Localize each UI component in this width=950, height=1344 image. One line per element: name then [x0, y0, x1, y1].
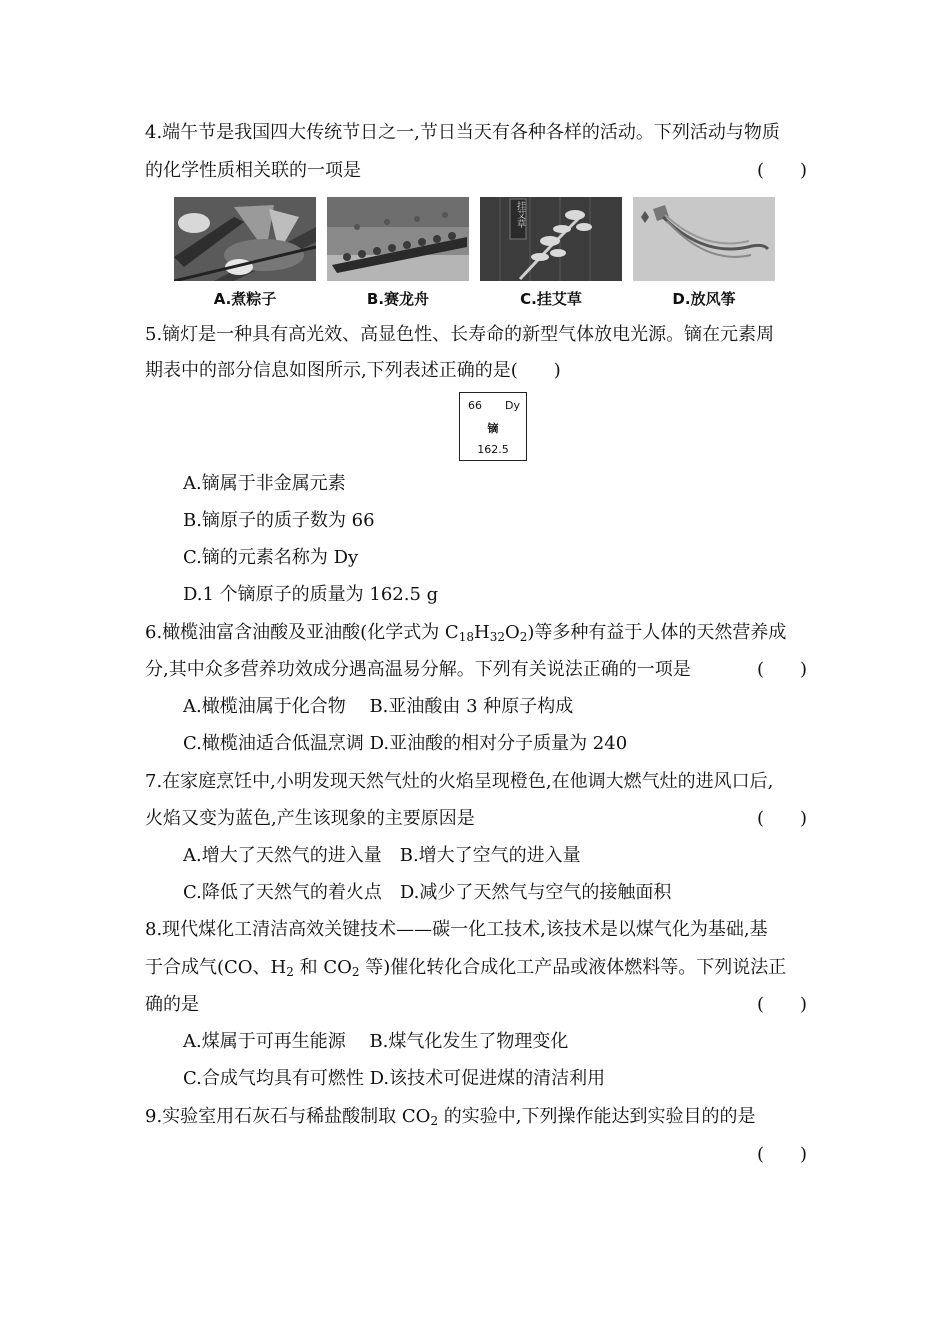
element-name: 镝: [487, 422, 499, 435]
q5-option-d: D.1 个镝原子的质量为 162.5 g: [183, 584, 439, 605]
atomic-mass: 162.5: [477, 443, 509, 456]
q4-answer-blank: ( ): [756, 160, 807, 181]
photo-dragon-boat: [327, 197, 469, 281]
q7-stem-line2: 火焰又变为蓝色,产生该现象的主要原因是: [145, 808, 475, 829]
q8-options-ab: A.煤属于可再生能源 B.煤气化发生了物理变化: [183, 1031, 569, 1052]
q7-options-cd: C.降低了天然气的着火点 D.减少了天然气与空气的接触面积: [183, 882, 672, 903]
q9-stem-line1: 9.实验室用石灰石与稀盐酸制取 $CO_2$ 的实验中,下列操作能达到实验目的的是: [145, 1106, 756, 1128]
q4-stem-line2: 的化学性质相关联的一项是: [145, 160, 361, 181]
q6-stem-line2: 分,其中众多营养功效成分遇高温易分解。下列有关说法正确的一项是: [145, 659, 691, 680]
q7-stem-line1: 7.在家庭烹饪中,小明发现天然气灶的火焰呈现橙色,在他调大燃气灶的进风口后,: [145, 771, 774, 792]
q5-option-b: B.镝原子的质子数为 66: [183, 510, 375, 531]
q5-option-a: A.镝属于非金属元素: [183, 473, 346, 494]
q6-options-cd: C.橄榄油适合低温烹调 D.亚油酸的相对分子质量为 240: [183, 733, 628, 754]
q6-stem-line1: 6.橄榄油富含油酸及亚油酸(化学式为 $C_{18}H_{32}O_2$)等多种有益于人体的天然营养成: [145, 622, 787, 644]
periodic-table-cell: [459, 392, 527, 461]
option-a-caption: A.煮粽子: [213, 290, 277, 308]
photo-zongzi: [174, 197, 316, 281]
q8-answer-blank: ( ): [756, 994, 807, 1015]
q5-stem-line1: 5.镝灯是一种具有高光效、高显色性、长寿命的新型气体放电光源。镝在元素周: [145, 324, 775, 345]
q5-stem-line2: 期表中的部分信息如图所示,下列表述正确的是( ): [145, 360, 561, 381]
q9-answer-blank: ( ): [756, 1144, 807, 1165]
q7-answer-blank: ( ): [756, 808, 807, 829]
q7-options-ab: A.增大了天然气的进入量 B.增大了空气的进入量: [183, 845, 581, 866]
element-symbol: Dy: [505, 399, 520, 412]
q5-option-c: C.镝的元素名称为 Dy: [183, 547, 359, 568]
photo-kite: [633, 197, 775, 281]
mugwort-sign-text: 挂艾草: [515, 201, 525, 228]
option-c-caption: C.挂艾草: [520, 290, 582, 308]
q8-stem-line1: 8.现代煤化工清洁高效关键技术——碳一化工技术,该技术是以煤气化为基础,基: [145, 919, 768, 940]
option-d-caption: D.放风筝: [672, 290, 736, 308]
q8-options-cd: C.合成气均具有可燃性 D.该技术可促进煤的清洁利用: [183, 1068, 606, 1089]
q8-stem-line3: 确的是: [145, 994, 199, 1015]
q8-stem-line2: 于合成气(CO、$H_2$ 和 $CO_2$ 等)催化转化合成化工产品或液体燃料等。下列说法正: [145, 957, 787, 979]
q4-stem-line1: 4.端午节是我国四大传统节日之一,节日当天有各种各样的活动。下列活动与物质: [145, 122, 780, 143]
option-b-caption: B.赛龙舟: [366, 290, 430, 308]
q6-options-ab: A.橄榄油属于化合物 B.亚油酸由 3 种原子构成: [183, 696, 574, 717]
photo-mugwort: [480, 197, 622, 281]
q6-answer-blank: ( ): [756, 659, 807, 680]
atomic-number: 66: [468, 399, 482, 412]
